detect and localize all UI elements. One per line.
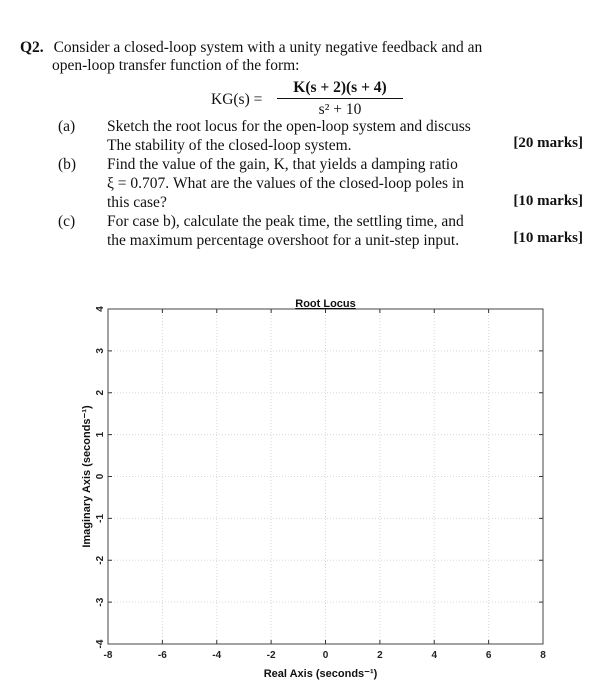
- part-c-text: [107, 212, 497, 250]
- part-b-label: (b): [58, 156, 77, 173]
- part-a-line2: The stability of the closed-loop system.: [107, 137, 352, 154]
- part-c-label: (c): [58, 213, 76, 230]
- x-tick-label: -8: [103, 650, 113, 661]
- y-tick-label: -4: [95, 639, 106, 649]
- intro-text-1: Consider a closed-loop system with a unity negative feedback and an: [53, 39, 483, 56]
- part-b-line2: ξ = 0.707. What are the values of the closed-loop poles in: [107, 175, 464, 192]
- part-a-marks: [20 marks]: [513, 135, 583, 151]
- x-tick-label: -6: [157, 650, 167, 661]
- part-a-label: (a): [58, 118, 76, 135]
- part-b-text: [107, 155, 497, 212]
- part-b-marks: [10 marks]: [513, 193, 583, 209]
- x-tick-label: -2: [266, 650, 276, 661]
- part-c-line1: For case b), calculate the peak time, the settling time, and: [107, 213, 464, 230]
- x-tick-label: 6: [485, 650, 492, 661]
- chart-title: Root Locus: [295, 298, 356, 310]
- y-axis-label: Imaginary Axis (seconds⁻¹): [81, 405, 93, 548]
- intro-text-2: open-loop transfer function of the form:: [52, 57, 300, 74]
- part-b-line3: this case?: [107, 194, 167, 211]
- part-a-line1: Sketch the root locus for the open-loop system and discuss: [107, 118, 471, 135]
- y-tick-label: 4: [95, 306, 106, 312]
- y-tick-label: 1: [95, 431, 106, 438]
- x-tick-label: 4: [431, 650, 438, 661]
- formula-lhs: KG(s) =: [211, 91, 263, 108]
- part-c-line2: the maximum percentage overshoot for a unit-step input.: [107, 232, 460, 249]
- y-tick-label: 2: [95, 389, 106, 396]
- formula-numerator: K(s + 2)(s + 4): [293, 79, 387, 96]
- x-tick-label: 8: [540, 650, 546, 661]
- x-tick-label: 0: [322, 650, 329, 661]
- x-axis-label: Real Axis (seconds⁻¹): [263, 668, 378, 680]
- part-b-line1: Find the value of the gain, K, that yields a damping ratio: [107, 156, 458, 173]
- fraction-bar: [277, 98, 403, 99]
- root-locus-chart: [0, 290, 600, 690]
- question-intro-line1: [20, 38, 580, 57]
- question-number: Q2.: [20, 39, 44, 56]
- part-a-text: [107, 117, 497, 155]
- y-tick-label: -3: [95, 597, 106, 607]
- formula-fraction: [277, 79, 403, 119]
- x-tick-label: 2: [377, 650, 383, 661]
- formula-denominator: s² + 10: [318, 101, 362, 118]
- x-tick-label: -4: [212, 650, 222, 661]
- part-c-marks: [10 marks]: [513, 230, 583, 246]
- y-tick-label: 3: [95, 348, 106, 354]
- y-tick-label: -1: [95, 513, 106, 523]
- y-tick-label: 0: [95, 473, 106, 480]
- y-tick-label: -2: [95, 555, 106, 565]
